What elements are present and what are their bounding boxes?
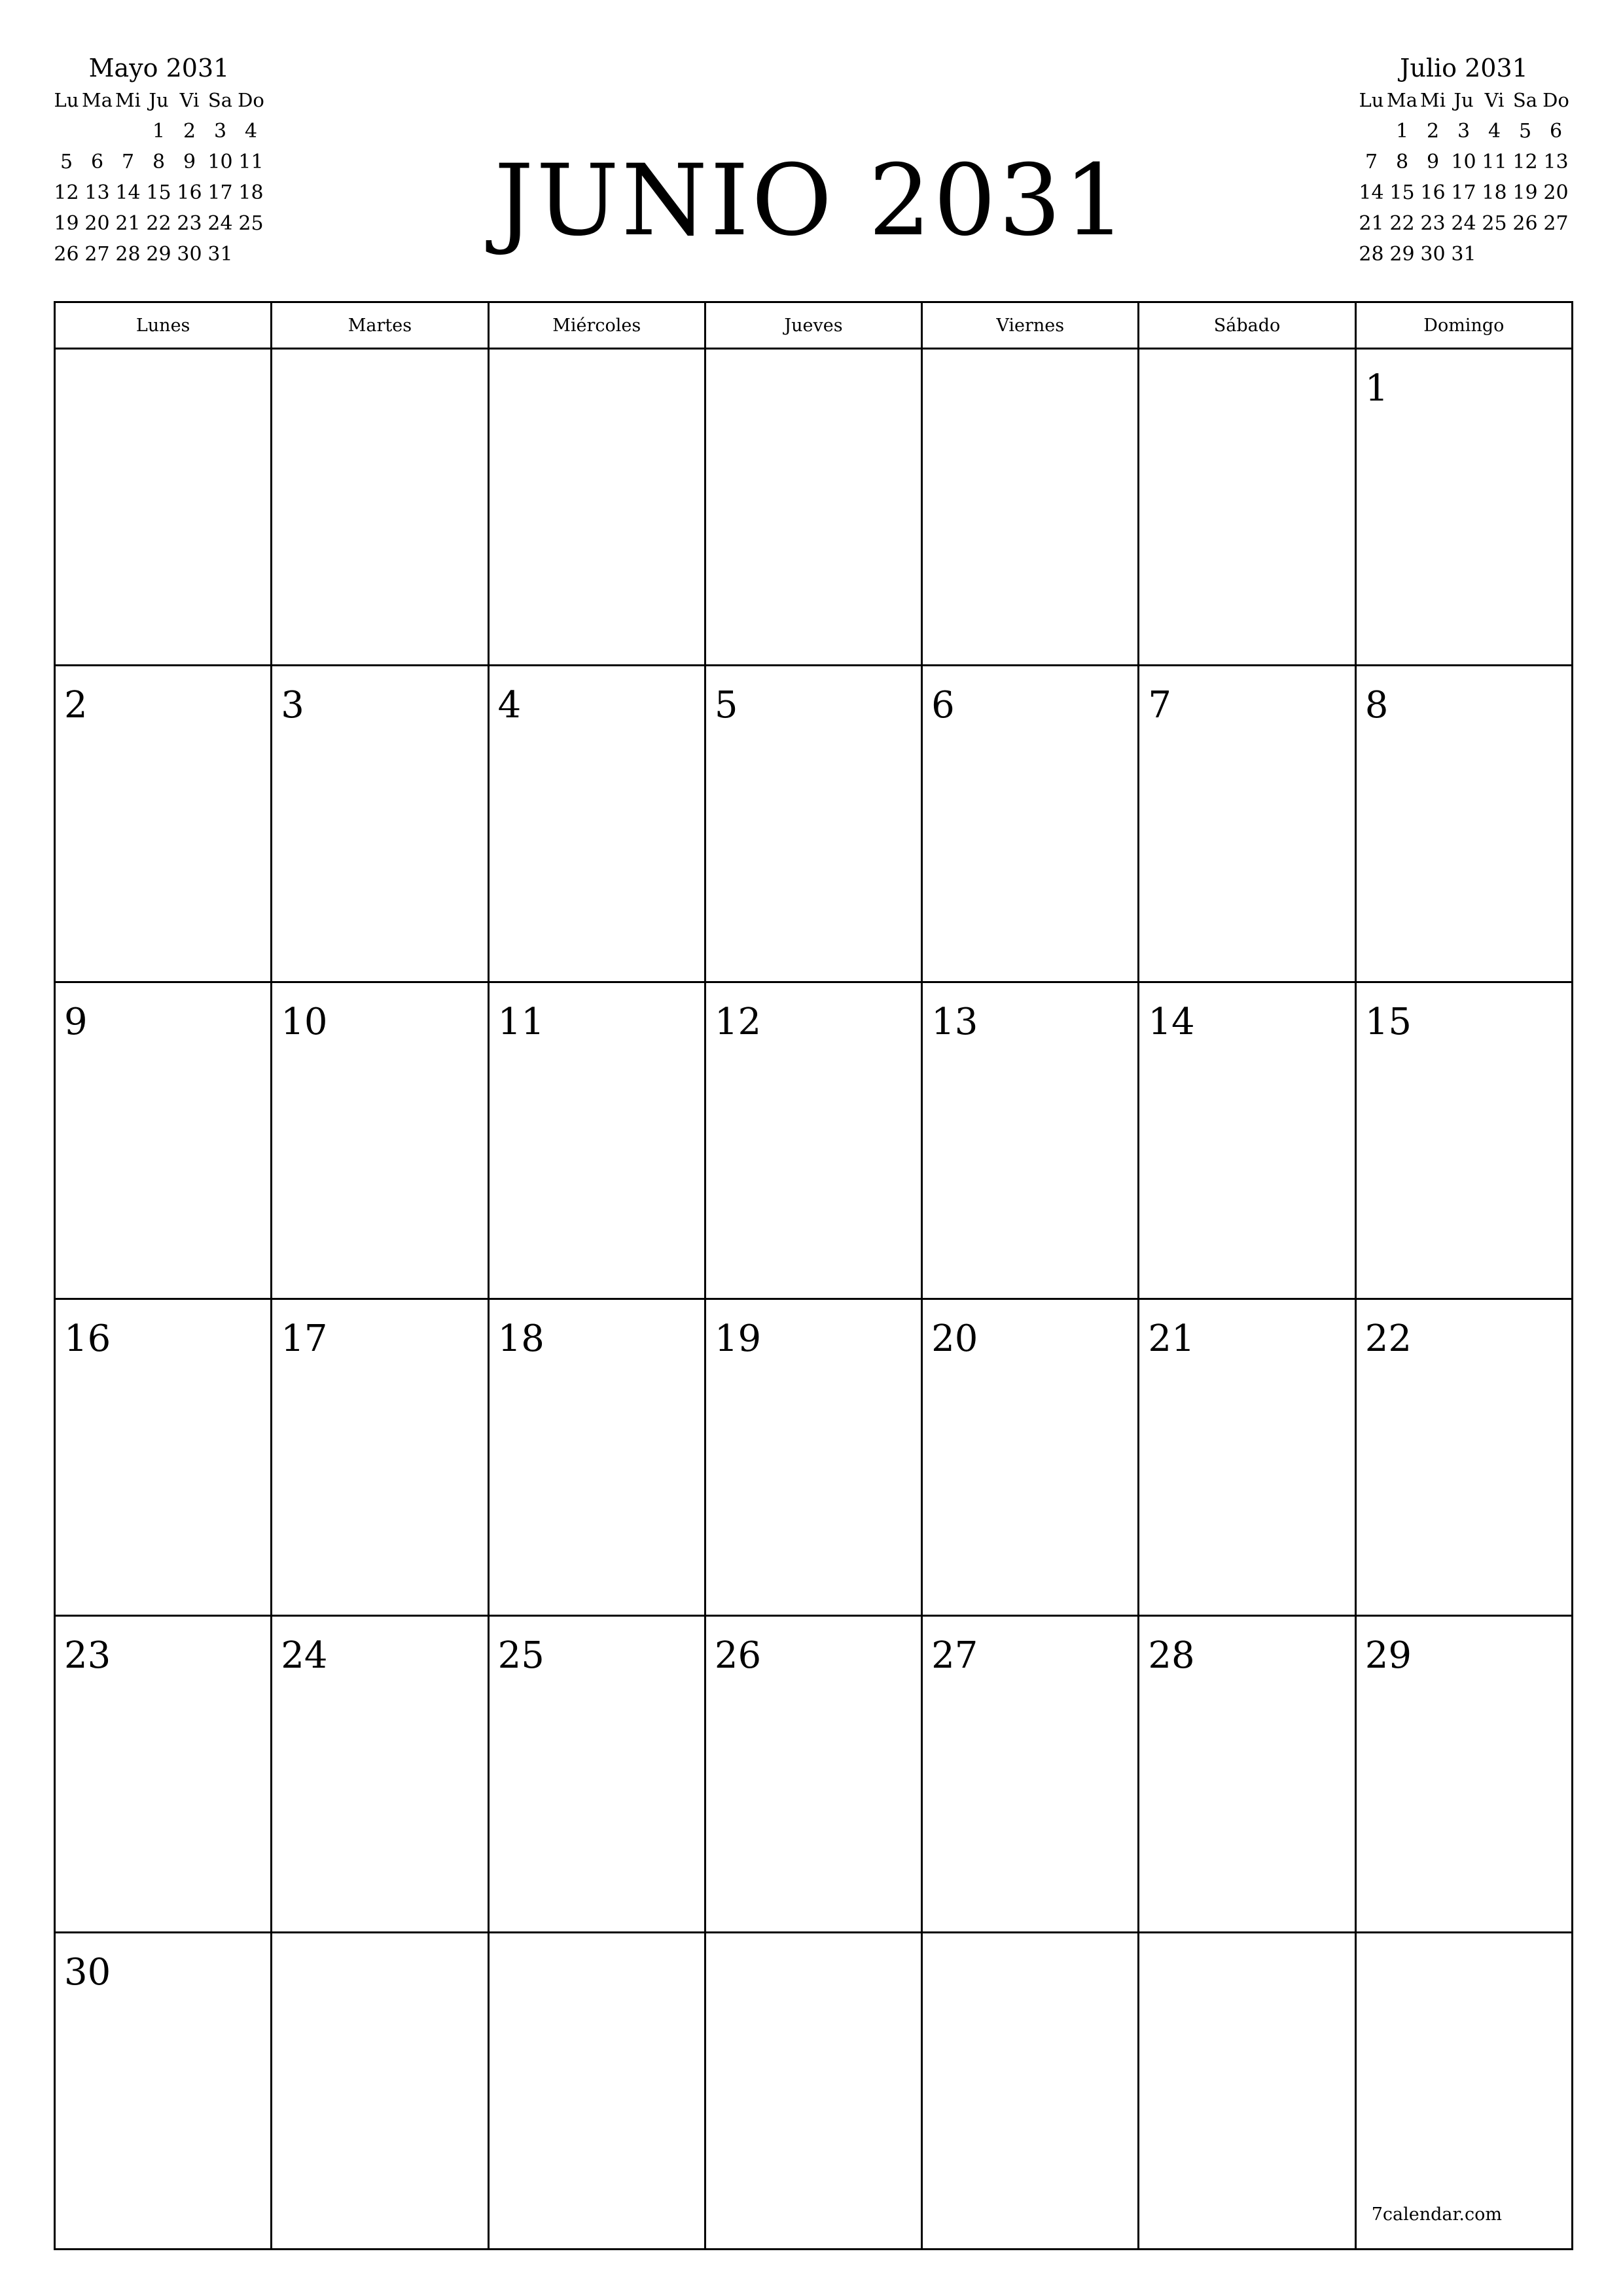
mini-day: 10 [1451,151,1476,173]
day-number [706,1933,921,1952]
day-number [56,350,270,368]
day-cell [488,1616,705,1933]
day-number: 20 [931,1318,978,1360]
day-cell [1139,349,1355,666]
day-cell [272,1933,488,2250]
mini-day: 28 [115,243,141,266]
mini-day: 2 [183,120,196,143]
mini-day: 18 [1482,181,1507,204]
day-number [706,350,921,368]
mini-weekday: Sa [207,89,233,111]
mini-day: 8 [1395,151,1409,173]
mini-day: 13 [1543,151,1569,173]
day-cell [1355,349,1572,666]
mini-weekday: Ma [1387,89,1418,111]
mini-day: 13 [84,181,110,204]
mini-day: 31 [207,243,233,266]
mini-weekday: Sa [1512,89,1538,111]
mini-day: 26 [1512,212,1538,235]
mini-day: 24 [1451,212,1476,235]
day-number: 17 [281,1318,328,1360]
day-cell [705,1616,921,1933]
mini-day: 14 [1359,181,1384,204]
day-cell [272,1299,488,1616]
mini-weekday: Vi [1484,89,1505,111]
day-cell [272,982,488,1299]
week-row [55,1933,1573,2250]
mini-weekday: Lu [1359,89,1384,111]
mini-day: 11 [238,151,264,173]
mini-day [51,116,82,147]
mini-day: 20 [84,212,110,235]
mini-day: 1 [152,120,166,143]
mini-day: 18 [238,181,264,204]
mini-day: 6 [1549,120,1563,143]
day-cell [922,666,1139,982]
day-cell [55,982,272,1299]
mini-day: 4 [1488,120,1501,143]
day-cell [488,349,705,666]
mini-calendar-title: Julio 2031 [1400,54,1528,82]
day-number [1139,1933,1354,1952]
day-number: 15 [1364,1001,1412,1043]
mini-day: 25 [238,212,264,235]
day-number: 18 [497,1318,544,1360]
day-number: 6 [931,684,955,726]
day-cell [922,1616,1139,1933]
day-number: 4 [497,684,522,726]
mini-day: 7 [121,151,135,173]
mini-weekday: Lu [54,89,79,111]
day-number [272,1933,487,1952]
mini-day: 1 [1395,120,1409,143]
day-number [923,350,1137,368]
mini-day: 15 [1389,181,1415,204]
day-cell [55,666,272,982]
mini-day: 27 [84,243,110,266]
day-number [923,1933,1137,1952]
day-number: 29 [1364,1634,1412,1677]
day-number: 12 [714,1001,762,1043]
mini-day [113,116,143,147]
day-cell [55,1933,272,2250]
day-cell [488,1299,705,1616]
day-cell [55,1299,272,1616]
day-number: 22 [1364,1318,1412,1360]
mini-day: 28 [1359,243,1384,266]
weekday-header: Sábado [1139,302,1355,349]
mini-weekday: Do [1543,89,1569,111]
day-cell [922,1299,1139,1616]
mini-day: 26 [54,243,79,266]
day-cell [1355,1933,1572,2250]
day-number: 25 [497,1634,544,1677]
mini-weekday: Mi [1420,89,1446,111]
day-number: 26 [714,1634,762,1677]
mini-day: 3 [213,120,227,143]
mini-day: 22 [146,212,171,235]
mini-day: 21 [115,212,141,235]
day-cell [488,982,705,1299]
day-number: 1 [1364,367,1389,410]
day-number: 9 [64,1001,88,1043]
day-cell [1139,1933,1355,2250]
day-cell [55,1616,272,1933]
day-cell [705,1933,921,2250]
mini-day: 5 [1518,120,1532,143]
mini-day: 24 [207,212,233,235]
mini-day: 10 [207,151,233,173]
mini-day: 11 [1482,151,1507,173]
weekday-header: Jueves [705,302,921,349]
mini-day: 17 [207,181,233,204]
mini-day: 21 [1359,212,1384,235]
mini-day: 12 [1512,151,1538,173]
day-cell [705,666,921,982]
weekday-header: Miércoles [488,302,705,349]
mini-day [82,116,113,147]
mini-day: 17 [1451,181,1476,204]
day-number: 28 [1148,1634,1195,1677]
day-number: 23 [64,1634,111,1677]
mini-day: 12 [54,181,79,204]
day-number: 21 [1148,1318,1195,1360]
day-cell [488,1933,705,2250]
day-cell [922,349,1139,666]
day-cell [55,349,272,666]
week-row [55,666,1573,982]
mini-day: 3 [1457,120,1471,143]
mini-weekday: Ma [82,89,113,111]
day-number: 30 [64,1951,111,1994]
mini-weekday: Ju [149,89,169,111]
mini-day: 14 [115,181,141,204]
day-cell [1355,1616,1572,1933]
day-number: 8 [1364,684,1389,726]
day-cell [1139,666,1355,982]
mini-day: 9 [1426,151,1440,173]
site-credit: 7calendar.com [1371,2204,1502,2225]
week-row [55,982,1573,1299]
day-cell [922,982,1139,1299]
mini-day: 16 [177,181,202,204]
mini-day: 22 [1389,212,1415,235]
day-number: 24 [281,1634,328,1677]
mini-day: 9 [183,151,196,173]
day-number: 14 [1148,1001,1195,1043]
week-row [55,349,1573,666]
mini-weekday: Mi [115,89,141,111]
week-row [55,1616,1573,1933]
weekday-header: Lunes [55,302,272,349]
mini-day: 29 [146,243,171,266]
day-cell [705,982,921,1299]
day-cell [1355,666,1572,982]
weekday-header: Viernes [922,302,1139,349]
mini-day: 16 [1420,181,1446,204]
mini-day: 31 [1451,243,1476,266]
day-number: 10 [281,1001,328,1043]
day-cell [1355,982,1572,1299]
mini-day: 25 [1482,212,1507,235]
mini-weekday: Do [238,89,264,111]
mini-day: 23 [1420,212,1446,235]
day-number: 27 [931,1634,978,1677]
day-number: 7 [1148,684,1172,726]
day-number [490,1933,704,1952]
day-number [490,350,704,368]
mini-weekday: Vi [179,89,200,111]
day-cell [705,1299,921,1616]
day-cell [272,666,488,982]
weekday-header: Martes [272,302,488,349]
day-cell [488,666,705,982]
day-number [272,350,487,368]
day-cell [922,1933,1139,2250]
day-number: 19 [714,1318,762,1360]
day-cell [272,349,488,666]
day-number: 5 [714,684,738,726]
page-title: JUNIO 2031 [494,144,1129,258]
mini-day: 20 [1543,181,1569,204]
day-cell [1139,1616,1355,1933]
mini-day: 4 [244,120,258,143]
mini-weekday: Ju [1454,89,1474,111]
mini-day: 30 [177,243,202,266]
mini-day: 30 [1420,243,1446,266]
day-cell [1139,982,1355,1299]
day-number: 3 [281,684,304,726]
mini-day: 2 [1426,120,1440,143]
mini-day [1356,116,1387,147]
day-number: 11 [497,1001,544,1043]
mini-day: 5 [60,151,73,173]
weekday-header-row [55,302,1573,349]
day-cell [272,1616,488,1933]
day-number [1139,350,1354,368]
day-number [1357,1933,1571,1952]
weekday-header: Domingo [1355,302,1572,349]
mini-day: 15 [146,181,171,204]
day-number: 13 [931,1001,978,1043]
day-cell [1139,1299,1355,1616]
day-cell [1355,1299,1572,1616]
mini-day: 19 [54,212,79,235]
day-cell [705,349,921,666]
day-number: 16 [64,1318,111,1360]
mini-day: 6 [90,151,104,173]
day-number: 2 [64,684,88,726]
mini-day: 27 [1543,212,1569,235]
mini-day: 23 [177,212,202,235]
mini-day: 7 [1364,151,1378,173]
mini-day: 19 [1512,181,1538,204]
week-row [55,1299,1573,1616]
month-grid [54,301,1573,2250]
mini-day: 29 [1389,243,1415,266]
mini-calendar-title: Mayo 2031 [88,54,230,82]
mini-day: 8 [152,151,166,173]
